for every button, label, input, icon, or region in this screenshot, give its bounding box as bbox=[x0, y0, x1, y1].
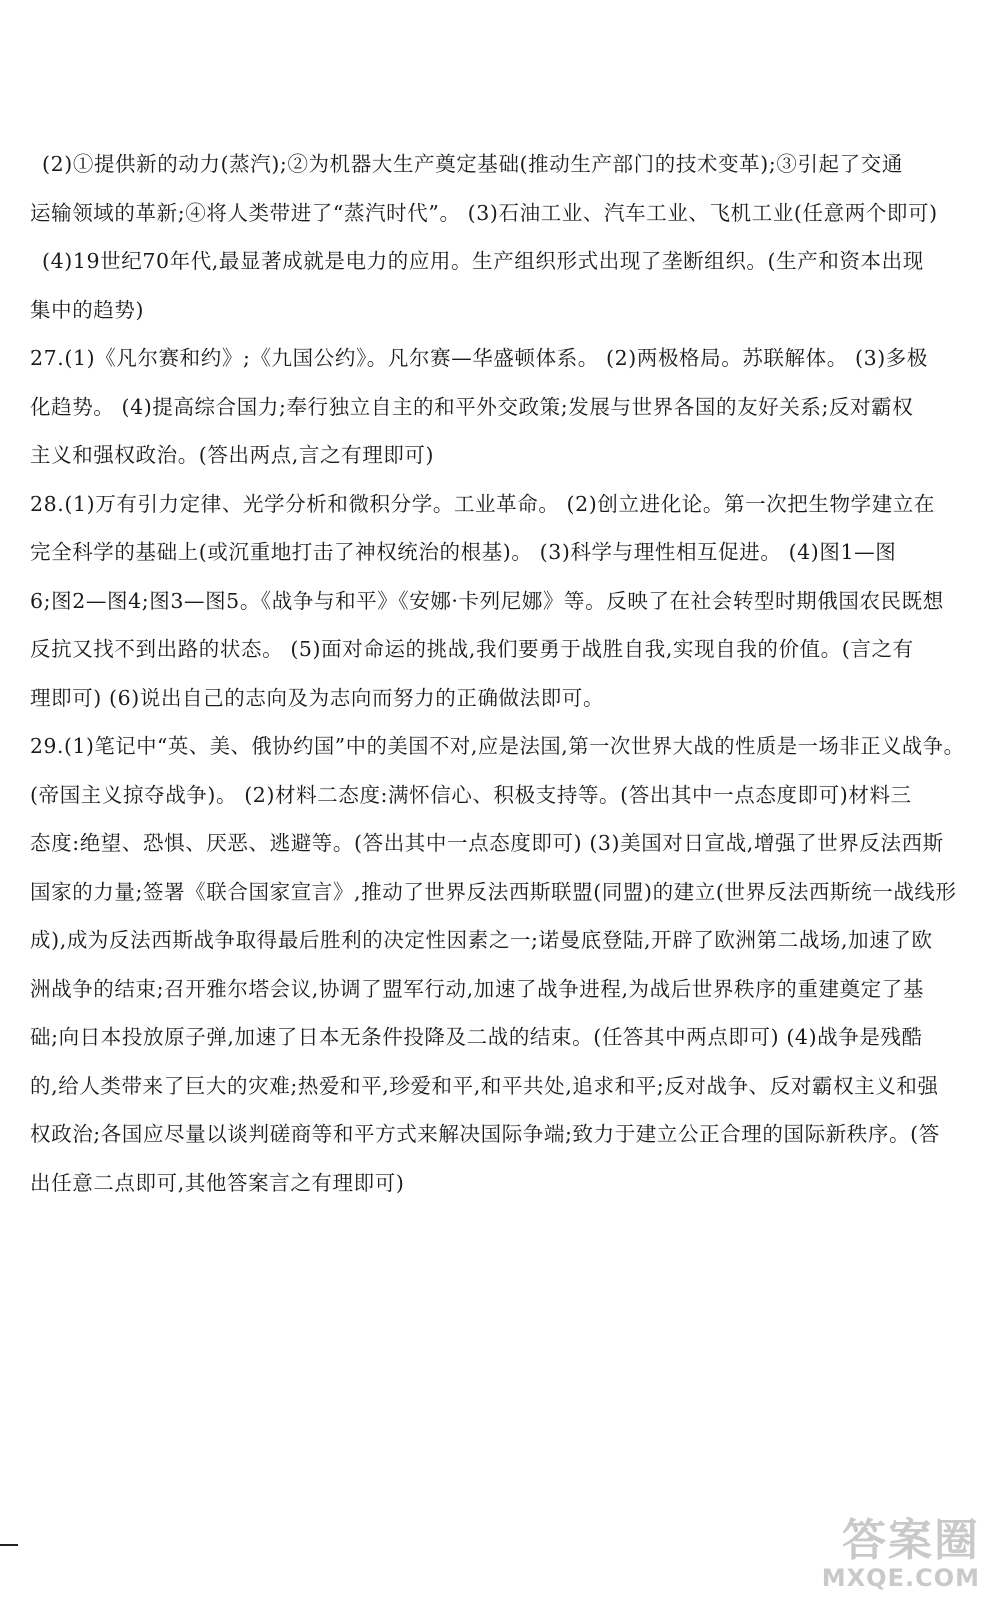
text-line: 出任意二点即可,其他答案言之有理即可) bbox=[30, 1170, 405, 1195]
text-line: 理即可) (6)说出自己的志向及为志向而努力的正确做法即可。 bbox=[30, 685, 605, 710]
text-line: 主义和强权政治。(答出两点,言之有理即可) bbox=[30, 443, 435, 467]
text-line: 成),成为反法西斯战争取得最后胜利的决定性因素之一;诺曼底登陆,开辟了欧洲第二战场,加速了欧 bbox=[30, 928, 933, 952]
text-line: 国家的力量;签署《联合国家宣言》,推动了世界反法西斯联盟(同盟)的建立(世界反法西斯统一战线形 bbox=[30, 879, 957, 904]
answer-text-block bbox=[30, 140, 972, 1207]
text-line: 完全科学的基础上(或沉重地打击了神权统治的根基)。 (3)科学与理性相互促进。 (4)图1—图 bbox=[30, 540, 897, 564]
text-line: 集中的趋势) bbox=[30, 297, 145, 322]
text-line: 反抗又找不到出路的状态。 (5)面对命运的挑战,我们要勇于战胜自我,实现自我的价值。(言之有 bbox=[30, 637, 914, 661]
text-line: 础;向日本投放原子弹,加速了日本无条件投降及二战的结束。(任答其中两点即可) (4)战争是残酷 bbox=[30, 1025, 923, 1049]
text-line: 运输领域的革新;④将人类带进了“蒸汽时代”。 (3)石油工业、汽车工业、飞机工业(任意两个即可) bbox=[30, 200, 938, 225]
text-line: 6;图2—图4;图3—图5。《战争与和平》《安娜·卡列尼娜》等。反映了在社会转型时期俄国农民既想 bbox=[30, 588, 944, 613]
text-line: 权政治;各国应尽量以谈判磋商等和平方式来解决国际争端;致力于建立公正合理的国际新秩序。(答 bbox=[30, 1122, 940, 1146]
question-27-start: 27.(1)《凡尔赛和约》;《九国公约》。凡尔赛—华盛顿体系。 (2)两极格局。苏联解体。 (3)多极 bbox=[30, 346, 929, 370]
text-line: 化趋势。 (4)提高综合国力;奉行独立自主的和平外交政策;发展与世界各国的友好关系;反对霸权 bbox=[30, 394, 914, 419]
question-28-start: 28.(1)万有引力定律、光学分析和微积分学。工业革命。 (2)创立进化论。第一次把生物学建立在 bbox=[30, 491, 935, 516]
text-line: 洲战争的结束;召开雅尔塔会议,协调了盟军行动,加速了战争进程,为战后世界秩序的重建奠定了基 bbox=[30, 976, 924, 1001]
text-line: 的,给人类带来了巨大的灾难;热爱和平,珍爱和平,和平共处,追求和平;反对战争、反对霸权主义和强 bbox=[30, 1073, 939, 1098]
text-line: 态度:绝望、恐惧、厌恶、逃避等。(答出其中一点态度即可) (3)美国对日宣战,增强了世界反法西斯 bbox=[30, 831, 944, 855]
watermark-logo: 答案圈 bbox=[842, 1515, 980, 1566]
watermark bbox=[790, 1515, 980, 1596]
text-line: (2)①提供新的动力(蒸汽);②为机器大生产奠定基础(推动生产部门的技术变革);③引起了交通 bbox=[42, 152, 903, 176]
text-line: (4)19世纪70年代,最显著成就是电力的应用。生产组织形式出现了垄断组织。(生产和资本出现 bbox=[42, 249, 924, 273]
watermark-url: MXQE.COM bbox=[821, 1564, 980, 1592]
text-line: (帝国主义掠夺战争)。 (2)材料二态度:满怀信心、积极支持等。(答出其中一点态度即可)材料三 bbox=[30, 782, 912, 807]
question-29-start: 29.(1)笔记中“英、美、俄协约国”中的美国不对,应是法国,第一次世界大战的性质是一场非正义战争。 bbox=[30, 734, 965, 758]
page-corner-mark bbox=[0, 1544, 18, 1546]
